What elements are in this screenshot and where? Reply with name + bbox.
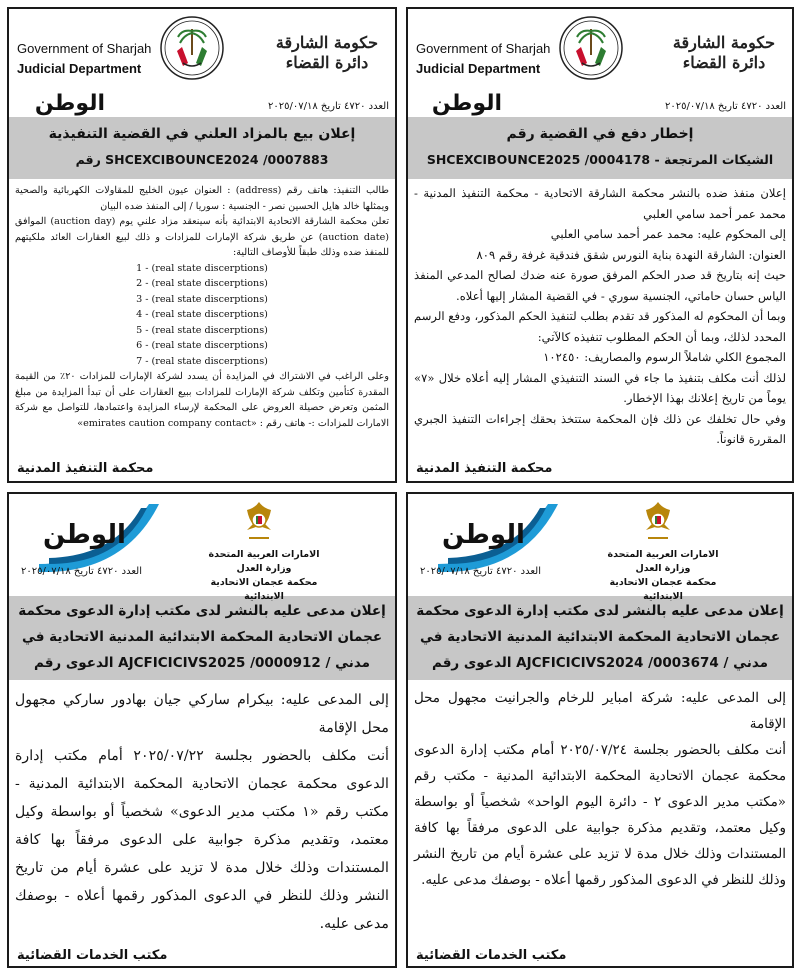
paragraph: أنت مكلف بالحضور بجلسة ٢٠٢٥/٠٧/٢٢ أمام مكتب إدارة الدعوى محكمة عجمان الاتحادية المحكمة الابتدائية المدنية - مكتب رقم «١ مكتب مدير الدعوى» شخصياً أو بواسطة وكيل معتمد، وتقديم مذكرة جوابية على الدعوى مرفقاً بها كافة المستندات وذلك خلال مدة لا تزيد على عشرة أيام من تاريخ النشر وذلك للنظر في الدعوى المذكور رقمها أعلاه - بوصفك مدعى عليه. [15, 748, 390, 932]
case-number: رقم SHCEXCIBOUNCE2024 /0007883 [75, 152, 329, 167]
paragraph: العنوان: الشارقة النهدة بناية النورس شقق فندقية غرفة رقم ٨٠٩ [476, 247, 786, 262]
ministry-block [598, 548, 728, 604]
gov-ar: حكومة الشارقة [672, 33, 776, 52]
header-arabic [664, 33, 784, 73]
notice-header [408, 494, 792, 602]
dept-ar: دائرة القضاء [285, 53, 369, 72]
uae-emblem-icon [634, 498, 682, 546]
issue-info: العدد ٤٧٢٠ تاريخ ٢٠٢٥/٠٧/١٨ [420, 566, 541, 577]
list-item: 7 - (real state discerptions) [136, 355, 268, 367]
sharjah-emblem-icon [159, 15, 225, 81]
notice-title: إعلان بيع بالمزاد العلني في القضية التنفيذية [48, 126, 356, 142]
notice-body [9, 680, 395, 942]
paragraph: طالب التنفيذ: هاتف رقم (address) : العنوان عيون الخليج للمقاولات الكهربائية والصحية ويمثلها خالد هايل الحسين نصر - الجنسية : سوريا / إلى المنفذ ضده البيان [15, 185, 389, 212]
paragraph: وعلى الراغب في الاشتراك في المزايدة أن يسدد لشركة الإمارات للمزادات ٢٠٪ من القيمة المقدرة كتأمين وتكلف شركة الإمارات للمزادات ببيع العقارات على أن تبدأ المزايدة من مبلغ المثمن وتعرض حصيلة العروض على المحكمة لإرساء المزايدة واعتمادها، للتواصل مع شركة الامارات للمزادات :- هاتف رقم : «emirates caution company contact» [15, 371, 389, 429]
gov-en: Government of Sharjah [17, 41, 152, 56]
title-bar [9, 117, 395, 179]
signer: محكمة التنفيذ المدنية [416, 461, 553, 476]
newspaper-name: الوطن [442, 520, 525, 550]
ministry-label: وزارة العدل [635, 563, 691, 574]
paragraph: حيث إنه بتاريخ قد صدر الحكم المرفق صورة عنه ضدك لصالح المدعي المنفذ الياس حسان حاماتي، الجنسية سوري - في القضية المشار إليها أعلاه. [414, 268, 786, 303]
paragraph: إعلان منفذ ضده بالنشر محكمة الشارقة الاتحادية - محكمة التنفيذ المدنية - محمد عمر أحمد سامي العلبي [414, 186, 786, 221]
newspaper-name: الوطن [34, 91, 105, 116]
notice-body [9, 179, 395, 435]
ministry-block [199, 548, 329, 604]
signer: محكمة التنفيذ المدنية [17, 461, 154, 476]
notice-title: إعلان مدعى عليه بالنشر لدى مكتب إدارة الدعوى محكمة [18, 603, 386, 619]
signer: مكتب الخدمات القضائية [416, 948, 567, 963]
list-item: 6 - (real state discerptions) [136, 340, 268, 351]
notice-body [408, 680, 792, 898]
notice-defendant-summons [7, 492, 397, 968]
list-item: 2 - (real state discerptions) [136, 278, 268, 289]
ministry-label: وزارة العدل [236, 563, 292, 574]
paragraph: إلى المحكوم عليه: محمد عمر أحمد سامي العلبي [550, 227, 786, 241]
gov-ar: حكومة الشارقة [275, 33, 379, 52]
header-english [416, 39, 550, 79]
notice-defendant-summons [406, 492, 794, 968]
notice-title-line2: عجمان الاتحادية المحكمة الابتدائية المدنية الاتحادية في [21, 629, 383, 645]
dept-en: Judicial Department [17, 61, 142, 76]
case-number: الدعوى رقم AJCFICICIVS2024 /0003674 / مدني [432, 655, 768, 671]
issue-info: العدد ٤٧٢٠ تاريخ ٢٠٢٥/٠٧/١٨ [268, 101, 389, 112]
notice-header [9, 9, 395, 117]
paragraph: إلى المدعى عليه: شركة امباير للرخام والجرانيت مجهول محل الإقامة [414, 691, 786, 732]
paragraph: أنت مكلف بالحضور بجلسة ٢٠٢٥/٠٧/٢٤ أمام مكتب إدارة الدعوى محكمة عجمان الاتحادية المحكمة الابتدائية المدنية - مكتب رقم «مكتب مدير الدعوى ٢ - دائرة اليوم الواحد» شخصياً أو بواسطة وكيل معتمد، وتقديم مذكرة جوابية على الدعوى مرفقاً بها كافة المستندات وذلك خلال مدة لا تزيد على عشرة أيام من تاريخ النشر وذلك للنظر في الدعوى المذكور رقمها أعلاه - بوصفك مدعى عليه. [414, 743, 786, 888]
dept-ar: دائرة القضاء [682, 53, 766, 72]
uae-emblem-icon [235, 498, 283, 546]
dept-en: Judicial Department [416, 61, 541, 76]
title-bar [408, 117, 792, 179]
court-label: محكمة عجمان الاتحادية الابتدائية [210, 577, 318, 602]
case-number: SHCEXCIBOUNCE2025 /0004178 - الشيكات المرتجعة [426, 152, 774, 167]
sharjah-emblem-icon [558, 15, 624, 81]
notice-auction-sale [7, 7, 397, 483]
notice-title: إعلان مدعى عليه بالنشر لدى مكتب إدارة الدعوى محكمة [416, 603, 784, 619]
list-item: 1 - (real state discerptions) [136, 262, 268, 274]
header-english [17, 39, 151, 79]
header-arabic [267, 33, 387, 73]
newspaper-name: الوطن [431, 91, 502, 116]
notice-payment [406, 7, 794, 483]
notice-title: إخطار دفع في القضية رقم [506, 126, 694, 142]
court-label: محكمة عجمان الاتحادية الابتدائية [609, 577, 717, 602]
notice-header [9, 494, 395, 602]
notice-title-line2: عجمان الاتحادية المحكمة الابتدائية المدنية الاتحادية في [419, 629, 781, 645]
paragraph: لذلك أنت مكلف بتنفيذ ما جاء في السند التنفيذي المشار إليه أعلاه خلال «٧» يوماً من تاريخ إعلانك بهذا الإخطار. [414, 370, 786, 405]
list-item: 5 - (real state discerptions) [136, 324, 268, 336]
issue-info: العدد ٤٧٢٠ تاريخ ٢٠٢٥/٠٧/١٨ [665, 101, 786, 112]
notice-body [408, 179, 792, 454]
newspaper-name: الوطن [43, 520, 126, 550]
notice-header [408, 9, 792, 117]
property-list [15, 261, 389, 370]
gov-en: Government of Sharjah [416, 41, 551, 56]
issue-info: العدد ٤٧٢٠ تاريخ ٢٠٢٥/٠٧/١٨ [21, 566, 142, 577]
signer: مكتب الخدمات القضائية [17, 948, 168, 963]
paragraph: إلى المدعى عليه: بيكرام ساركي جيان بهادور ساركي مجهول محل الإقامة [15, 692, 389, 736]
title-bar [9, 596, 395, 680]
paragraph: وفي حال تخلفك عن ذلك فإن المحكمة ستتخذ بحقك إجراءات التنفيذ الجبري المقررة قانوناً. [414, 411, 786, 446]
paragraph: وبما أن المحكوم له المذكور قد تقدم بطلب لتنفيذ الحكم المذكور، ودفع الرسم المحدد لذلك، وبما أن الحكم المطلوب تنفيذه كالآتي: [414, 309, 786, 344]
list-item: 4 - (real state discerptions) [136, 309, 268, 320]
paragraph: المجموع الكلي شاملاً الرسوم والمصاريف: ١٠٢٤٥٠ [543, 350, 786, 364]
title-bar [408, 596, 792, 680]
uae-label: الامارات العربية المتحدة [607, 549, 719, 560]
uae-label: الامارات العربية المتحدة [208, 549, 320, 560]
case-number: الدعوى رقم AJCFICICIVS2025 /0000912 / مدني [34, 655, 370, 671]
paragraph: تعلن محكمة الشارقة الاتحادية الابتدائية بأنه سينعقد مزاد علني يوم (auction day) الموافق (auction date) عن طريق شركة الإمارات للمزادات و ذلك لبيع العقارات العائد ملكيتهم للمنفذ ضده وذلك طبقاً للأوصاف التالية: [15, 216, 389, 258]
list-item: 3 - (real state discerptions) [136, 293, 268, 305]
